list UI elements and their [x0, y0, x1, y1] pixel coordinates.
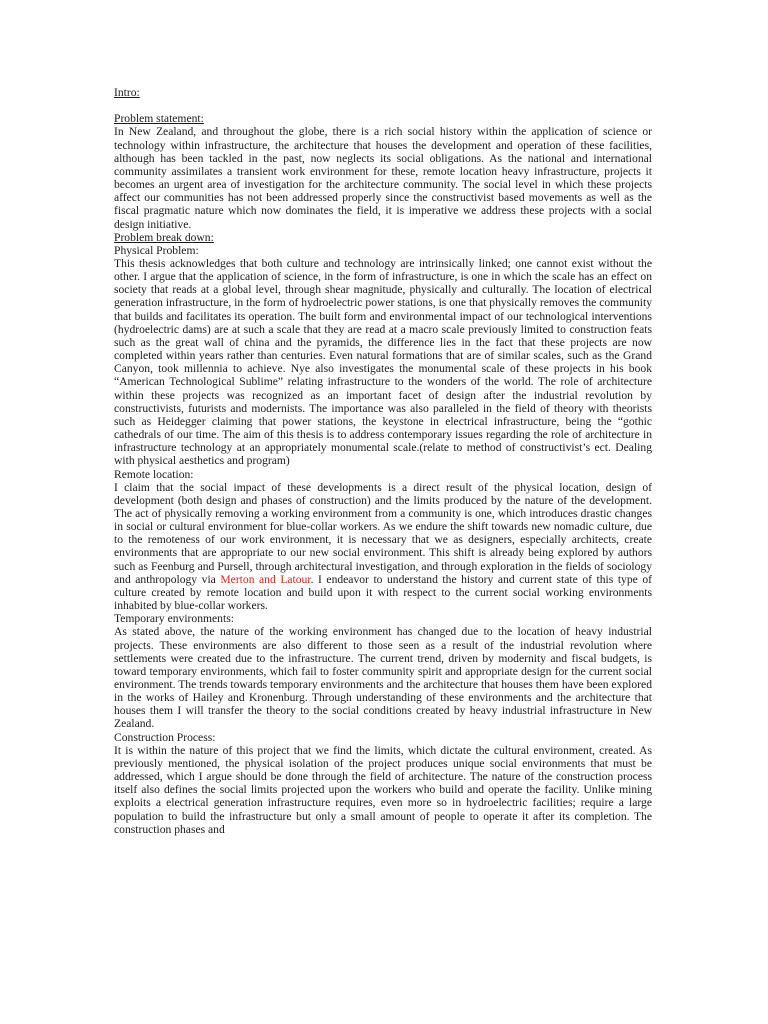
- construction-process-heading: Construction Process:: [114, 730, 216, 744]
- blank-line: [114, 99, 652, 112]
- remote-text-before: I claim that the social impact of these developments is a direct result of the physical location, design of development (both design and phases of construction) and the limits produced by the nature of the development. The act of physically removing a working environment from a community is one, which introduces drastic changes in social or cultural environment for blue-collar workers. As we endure the shift towards new nomadic culture, due to the remoteness of our work environment, it is necessary that we as designers, especially architects, create environments that are appropriate to our new social environment. This shift is already being explored by authors such as Feenburg and Pursell, through architectural investigation, and through exploration in the fields of sociology and anthropology via: [114, 480, 652, 586]
- temporary-environments-text: As stated above, the nature of the working environment has changed due to the location of heavy industrial projects. These environments are also different to those seen as a result of the industrial revolution where settlements were created due to the infrastructure. The current trend, driven by modernity and fiscal budgets, is toward temporary environments, which fail to foster community spirit and appropriate design for the current social environment. The trends towards temporary environments and the architecture that houses them have been explored in the works of Hailey and Kronenburg. Through understanding of these environments and the architecture that houses them I will transfer the theory to the social conditions created by heavy industrial infrastructure in New Zealand.: [114, 625, 652, 731]
- problem-breakdown-heading: Problem break down:: [114, 230, 214, 244]
- highlighted-authors: Merton and Latour: [220, 572, 311, 586]
- problem-statement-text: In New Zealand, and throughout the globe, there is a rich social history within the application of science or technology within infrastructure, the architecture that houses the development and operation of these facilities, although has been tackled in the past, now neglects its social obligations. As the national and international community assimilates a transient work environment for these, remote location heavy infrastructure, projects it becomes an urgent area of investigation for the architecture community. The social level in which these projects affect our communities has not been addressed properly since the constructivist based movements as well as the fiscal pragmatic nature which now dominates the field, it is imperative we address these projects with a social design initiative.: [114, 125, 652, 231]
- construction-process-text: It is within the nature of this project that we find the limits, which dictate the cultural environment, created. As previously mentioned, the physical isolation of the project produces unique social environments that must be addressed, which I argue should be done through the field of architecture. The nature of the construction process itself also defines the social limits projected upon the workers who build and operate the facility. Unlike mining exploits a electrical generation infrastructure requires, even more so in hydroelectric facilities; require a large population to build the infrastructure but only a small amount of people to operate it after its completion. The construction phases and: [114, 743, 652, 836]
- physical-problem-text: This thesis acknowledges that both culture and technology are intrinsically linked; one cannot exist without the other. I argue that the application of science, in the form of infrastructure, is one in which the scale has an effect on society that reads at a global level, through shear magnitude, physically and culturally. The location of electrical generation infrastructure, in the form of hydroelectric power stations, is one that physically removes the community that builds and facilitates its operation. The built form and environmental impact of our technological interventions (hydroelectric dams) are at such a scale that they are read at a macro scale previously limited to construction feats such as the great wall of china and the pyramids, the difference lies in the fact that these projects are now completed within years rather than centuries. Even natural formations that are of similar scales, such as the Grand Canyon, took millennia to achieve. Nye also investigates the monumental scale of these projects in his book “American Technological Sublime” relating infrastructure to the wonders of the world. The role of architecture within these projects was recognized as an important facet of design after the industrial revolution by constructivists, futurists and modernists. The importance was also paralleled in the field of theory with theorists such as Heidegger claiming that power stations, the keystone in electrical infrastructure, being the “gothic cathedrals of our time. The aim of this thesis is to address contemporary issues regarding the role of architecture in infrastructure technology at an appropriately monumental scale.(relate to method of constructivist’s ect. Dealing with physical aesthetics and program): [114, 257, 652, 468]
- temporary-environments-heading: Temporary environments:: [114, 612, 234, 626]
- remote-location-text: [114, 481, 652, 613]
- remote-location-heading: Remote location:: [114, 467, 194, 481]
- remote-text-after: . I endeavor to understand the history and current state of this type of culture created by remote location and build upon it with respect to the current social working environments inhabited by blue-collar workers.: [114, 572, 652, 613]
- document-page: [114, 86, 652, 836]
- physical-problem-heading: Physical Problem:: [114, 243, 199, 257]
- intro-heading: Intro:: [114, 86, 140, 99]
- problem-statement-heading: Problem statement:: [114, 112, 204, 126]
